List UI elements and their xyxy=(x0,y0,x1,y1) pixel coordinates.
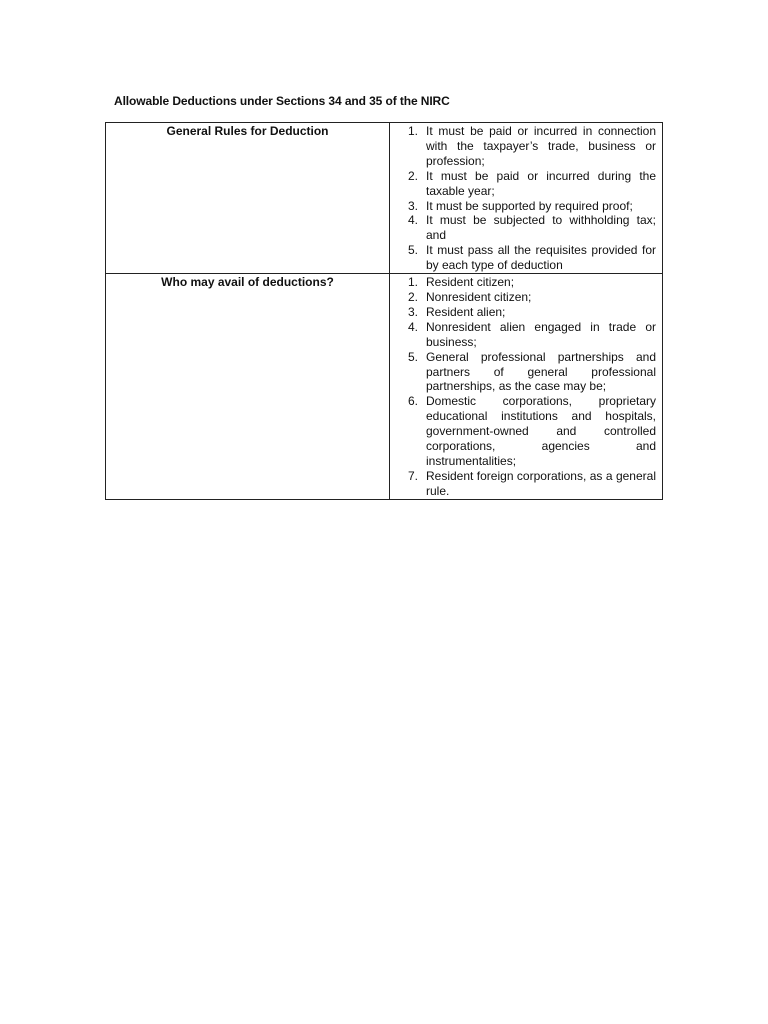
deductions-table xyxy=(105,122,663,500)
item-text: Resident foreign corporations, as a general rule. xyxy=(426,468,656,498)
list-item xyxy=(390,243,656,273)
item-text: It must be supported by required proof; xyxy=(426,198,633,213)
list-item xyxy=(390,199,656,214)
item-number: 3. xyxy=(407,198,418,213)
table-row-general-rules xyxy=(106,123,663,274)
row-label-cell xyxy=(106,274,390,500)
list-item xyxy=(390,350,656,395)
row-label-who-may-avail: Who may avail of deductions? xyxy=(161,275,334,290)
item-number: 4. xyxy=(407,319,418,334)
item-number: 4. xyxy=(407,213,418,228)
list-item xyxy=(390,213,656,243)
item-text: Nonresident alien engaged in trade or business; xyxy=(426,319,656,349)
list-item xyxy=(390,275,656,290)
item-number: 7. xyxy=(407,468,418,483)
row-list-cell xyxy=(390,274,663,500)
item-number: 2. xyxy=(407,289,418,304)
item-number: 2. xyxy=(407,168,418,183)
table-row-who-may-avail xyxy=(106,274,663,500)
list-item xyxy=(390,394,656,469)
document-title: Allowable Deductions under Sections 34 and 35 of the NIRC xyxy=(114,94,450,108)
row-label-cell xyxy=(106,123,390,274)
general-rules-list xyxy=(390,124,656,273)
item-text: It must be subjected to withholding tax; and xyxy=(426,213,656,243)
row-label-general-rules: General Rules for Deduction xyxy=(166,124,329,138)
list-item xyxy=(390,124,656,169)
item-text: General professional partnerships and partners of general professional partnerships, as the case may be; xyxy=(426,349,656,394)
item-number: 5. xyxy=(407,349,418,364)
item-number: 1. xyxy=(407,124,418,138)
item-number: 5. xyxy=(407,243,418,258)
item-text: Resident citizen; xyxy=(426,275,515,290)
item-text: It must pass all the requisites provided for by each type of deduction xyxy=(426,243,656,273)
item-text: Nonresident citizen; xyxy=(426,289,532,304)
item-text: Domestic corporations, proprietary educational institutions and hospitals, government-owned and controlled corporations, agencies and instrumentalities; xyxy=(426,394,656,468)
item-number: 3. xyxy=(407,304,418,319)
list-item xyxy=(390,469,656,499)
list-item xyxy=(390,290,656,305)
item-text: Resident alien; xyxy=(426,304,506,319)
item-number: 6. xyxy=(407,394,418,409)
item-text: It must be paid or incurred during the taxable year; xyxy=(426,168,656,198)
list-item xyxy=(390,305,656,320)
who-may-avail-list xyxy=(390,275,656,499)
item-number: 1. xyxy=(407,275,418,290)
list-item xyxy=(390,320,656,350)
list-item xyxy=(390,169,656,199)
row-list-cell xyxy=(390,123,663,274)
item-text: It must be paid or incurred in connection with the taxpayer’s trade, business or profession; xyxy=(426,124,656,168)
